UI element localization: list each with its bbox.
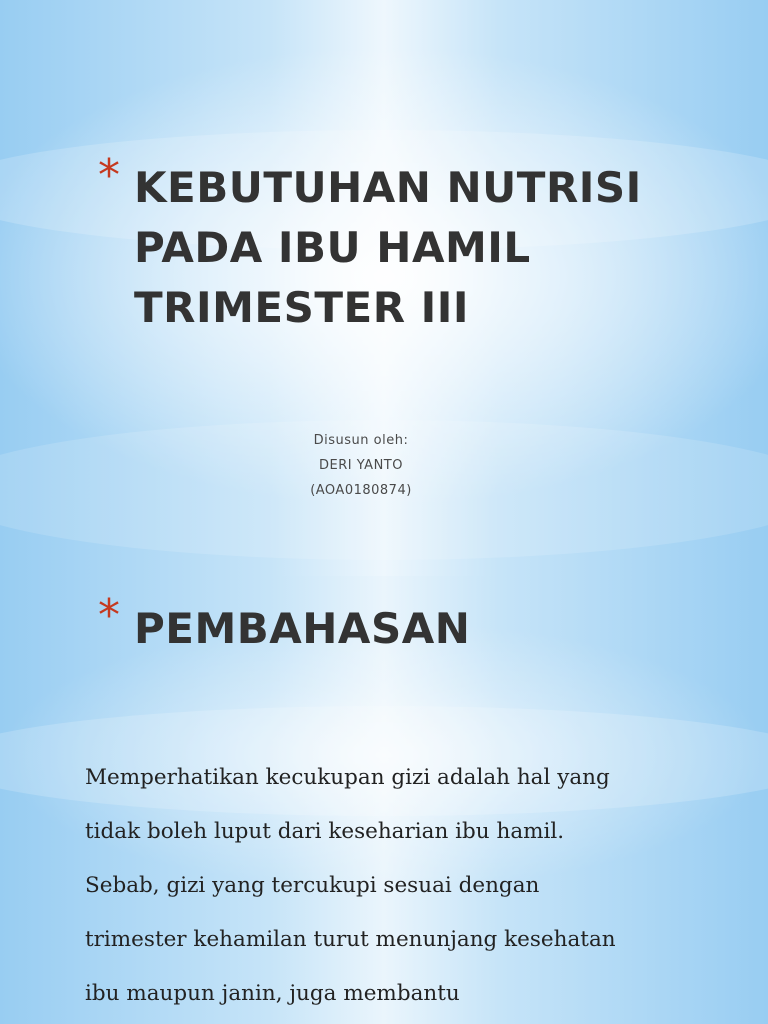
body-paragraph: Memperhatikan kecukupan gizi adalah hal yang tidak boleh luput dari keseharian ibu hamil. Sebab, gizi yang tercukupi sesuai dengan trimester kehamilan turut menunjang kesehatan ibu maupun janin, juga membantu	[85, 765, 616, 1006]
content-slide	[0, 576, 768, 1024]
asterisk-bullet-icon: *	[98, 150, 120, 201]
slide-title: KEBUTUHAN NUTRISI PADA IBU HAMIL TRIMESTER III	[134, 163, 642, 332]
author-name: DERI YANTO	[319, 458, 403, 473]
author-id: (AOA0180874)	[310, 483, 412, 498]
section-heading-block	[98, 590, 720, 660]
asterisk-bullet-icon: *	[98, 590, 120, 641]
author-block	[0, 428, 722, 503]
title-block	[98, 150, 720, 338]
author-label: Disusun oleh:	[313, 433, 409, 448]
section-title: PEMBAHASAN	[134, 604, 471, 653]
